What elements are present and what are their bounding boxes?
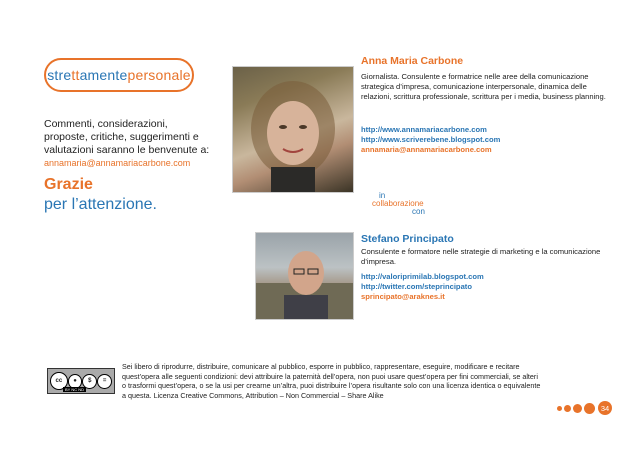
collab-word: collaborazione [372,199,424,208]
person2-links [361,272,611,302]
collaboration-label [372,192,425,216]
person1-website-link[interactable]: http://www.annamariacarbone.com [361,125,487,134]
person1-links [361,125,611,155]
person1-name: Anna Maria Carbone [361,55,464,67]
anna-maria-carbone-photo [232,66,354,193]
person2-description: Consulente e formatore nelle strategie di marketing e la comunicazione d’impresa. [361,247,601,266]
nc-icon: $ [82,374,97,389]
collab-in: in [379,191,386,200]
person2-email-link[interactable]: sprincipato@araknes.it [361,292,445,301]
by-label: BY [65,387,71,392]
thanks-title: Grazie [44,176,93,193]
intro-message: Commenti, considerazioni, proposte, critiche, suggerimenti e valutazioni saranno le benvenute a: [44,118,210,156]
cc-icon: cc [50,372,68,390]
person1-email-link[interactable]: annamaria@annamariacarbone.com [361,145,492,154]
thanks-subtitle: per l’attenzione. [44,196,157,213]
stefano-principato-photo [255,232,354,320]
portrait-woman [233,67,353,192]
portrait-man [256,233,353,319]
page-indicator [557,401,612,415]
license-text: Sei libero di riprodurre, distribuire, comunicare al pubblico, esporre in pubblico, rappresentare, eseguire, modificare e recitare quest’opera alle seguenti condizioni: devi attribuire la paternità dell’opera, non puoi usare quest’opera per fini commerciali, se alteri o trasformi quest’opera, o se la usi per crearne un’altra, puoi distribuire l’opera risultante solo con una licenza identica o equivalente a questa. Licenza Creative Commons, Attribution – Non Commercial – Share Alike [122,362,541,400]
logo-part-1: stre [47,67,72,83]
person2-name: Stefano Principato [361,233,454,245]
collab-con: con [412,207,425,216]
progress-dot [564,405,571,412]
person2-blog-link[interactable]: http://valoriprimilab.blogspot.com [361,272,484,281]
logo-strettamente-personale [44,58,194,92]
cc-badge-labels [63,387,86,392]
by-icon: ● [68,374,83,389]
progress-dot [584,403,595,414]
nc-label: NC [71,387,78,392]
progress-dot [557,406,562,411]
progress-dot [573,404,582,413]
person1-description: Giornalista. Consulente e formatrice nelle aree della comunicazione strategica d’impresa, comunicazione interpersonale, dinamica delle relazioni, scrittura professionale, scrittura per i media, business planning. [361,72,606,101]
logo-part-3: amente [79,67,128,83]
intro-email-link[interactable]: annamaria@annamariacarbone.com [44,158,191,168]
person2-twitter-link[interactable]: http://twitter.com/steprincipato [361,282,472,291]
nd-label: ND [78,387,85,392]
logo-part-2: tt [71,67,80,83]
nd-icon: = [97,374,112,389]
page-number: 34 [598,401,612,415]
intro-text [44,118,214,170]
logo-part-4: personale [127,67,191,83]
person1-blog-link[interactable]: http://www.scriverebene.blogspot.com [361,135,501,144]
